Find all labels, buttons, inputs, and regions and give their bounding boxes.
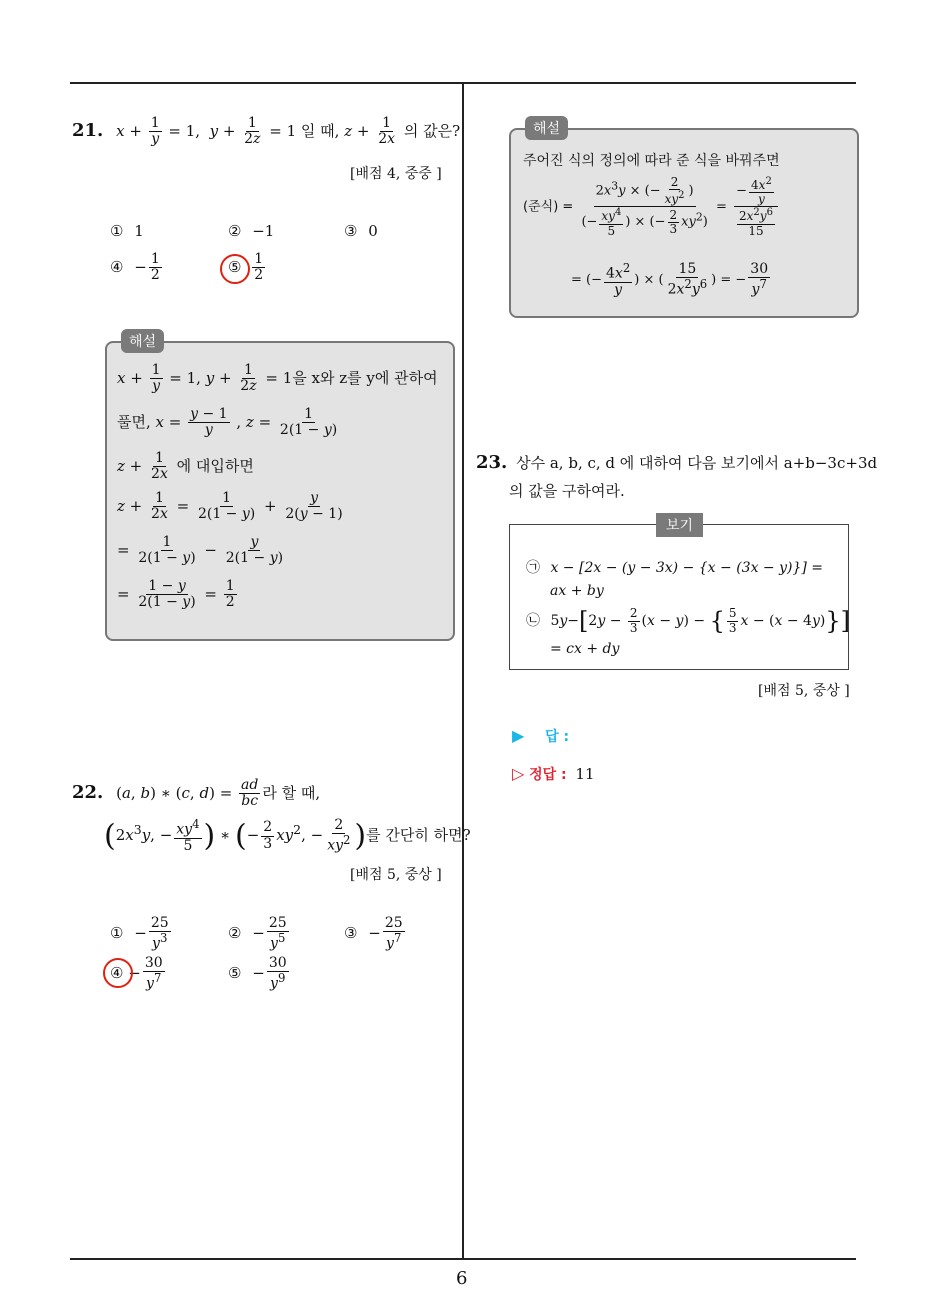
q22-choice-1[interactable]: ① − $\frac{25}{y^3}$ — [110, 915, 169, 953]
q22-formula1: (a, b) ∗ (c, d) = $\frac{ad}{bc}$ — [116, 777, 259, 810]
q21-choice-2[interactable] — [228, 222, 274, 240]
q22-solution-tag: 해설 — [525, 116, 568, 140]
q21-question: 의 값은? — [403, 121, 461, 140]
q21-sol-line2: 풀면, x = $\frac{y - 1}{y}$ , z = $\frac{1}{2(1 - y)}$ — [117, 406, 338, 439]
q22-sol-line2: = (− $\frac{4x^2}{y}$ ) × ( $\frac{15}{2x^2y^6}$ ) = − $\frac{30}{y^7}$ — [571, 261, 769, 299]
q21-solution-tag: 해설 — [121, 329, 164, 353]
q21-formula: x + $\frac{1}{y}$ = 1, y + $\frac{1}{2z}$ = 1 — [116, 115, 301, 148]
q21-choice-3[interactable] — [344, 222, 378, 240]
q22-stem-line1 — [72, 778, 320, 810]
text: 을 x와 z를 y에 관하여 — [292, 368, 438, 387]
q23-bogi-box — [509, 518, 850, 670]
q21-target: z + $\frac{1}{2x}$ — [344, 115, 396, 148]
choice-value: − — [252, 924, 265, 943]
bottom-rule — [70, 1258, 856, 1260]
choice-value: − — [368, 924, 381, 943]
q23-item1-line1 — [526, 557, 823, 577]
page-number: 6 — [456, 1268, 468, 1289]
q22-choice-5[interactable]: ⑤ − $\frac{30}{y^9}$ — [228, 955, 287, 993]
column-divider — [462, 84, 464, 1258]
q21-sol-line1: x + $\frac{1}{y}$ = 1, y + $\frac{1}{2z}$ = 1을 x와 z를 y에 관하여 — [117, 362, 438, 395]
q21-choice-1[interactable] — [110, 222, 144, 240]
q22-grade: [배점 5, 중상 ] — [350, 867, 442, 883]
q22-choice-4[interactable]: ④ − $\frac{30}{y^7}$ — [110, 955, 163, 993]
q23-number: 23. — [476, 452, 508, 473]
q23-item2-line2: = cx + dy — [550, 641, 620, 657]
q21-sol-line3: z + $\frac{1}{2x}$ 에 대입하면 — [117, 450, 254, 483]
play-arrow-icon: ▶ — [512, 726, 525, 745]
choice-mark: ② — [228, 222, 242, 240]
q23-item1-line2: ax + by — [550, 583, 604, 599]
choice-mark: ② — [228, 924, 242, 943]
choice-mark: ⑤ — [228, 257, 242, 276]
q22-sol-line1: (준식) = $2x^3y$ × (− $\frac{2}{xy^2}$ ) (− $\frac{xy^4}{5}$ ) × (− $\frac{2}{3}$ $xy^2$) = − $\frac{4x^2}{y}$ $\frac{2x^2y^6}{15}$ — [523, 176, 781, 238]
choice-value: 0 — [368, 222, 378, 240]
answer-label: 답 : — [545, 729, 570, 745]
text: 상수 a, b, c, d 에 대하여 다음 보기에서 a+b−3c+3d — [516, 454, 878, 472]
q22-choice-2[interactable]: ② − $\frac{25}{y^5}$ — [228, 915, 287, 953]
q21-choice-5[interactable]: ⑤ $\frac{1}{2}$ — [228, 251, 264, 284]
choice-value: − — [134, 924, 147, 943]
choice-value: − — [252, 964, 265, 983]
q23-correct-row — [512, 764, 595, 784]
choice-value: −1 — [252, 222, 275, 240]
q23-bogi-tag: 보기 — [656, 513, 703, 537]
text: 풀면, — [117, 412, 151, 431]
q21-choice-4[interactable]: ④ − $\frac{1}{2}$ — [110, 251, 160, 284]
correct-value: 11 — [575, 765, 595, 783]
text: x − [2x − (y − 3x) − {x − (3x − y)}] = — [550, 560, 824, 576]
item-mark: ㉡ — [526, 613, 540, 629]
q21-grade: [배점 4, 중중 ] — [350, 166, 442, 182]
choice-mark: ① — [110, 222, 124, 240]
q22-stem-line2: ($2x^3y$, − $\frac{xy^4}{5}$ ) ∗ (− $\frac{2}{3}$ $xy^2$, − $\frac{2}{xy^2}$ )를 간단히 하면? — [104, 817, 471, 855]
q22-choice-3[interactable]: ③ − $\frac{25}{y^7}$ — [344, 915, 403, 953]
choice-mark: ④ — [110, 257, 124, 276]
text: 에 대입하면 — [176, 456, 254, 475]
choice-mark: ④ — [110, 964, 124, 983]
q23-answer-row — [512, 726, 569, 746]
q21-sol-line4: z + $\frac{1}{2x}$ = $\frac{1}{2(1 - y)}$ + $\frac{y}{2(y - 1)}$ — [117, 490, 343, 523]
choice-mark: ③ — [344, 222, 358, 240]
text: (준식) = — [523, 199, 574, 215]
choice-value: − — [128, 964, 141, 983]
q22-sol-intro: 주어진 식의 정의에 따라 준 식을 바꿔주면 — [523, 153, 780, 169]
text: 라 할 때, — [262, 783, 321, 802]
q23-stem-line1 — [476, 452, 877, 473]
q21-selected-circle — [220, 254, 250, 284]
q23-grade: [배점 5, 중상 ] — [758, 683, 850, 699]
correct-label: 정답 : — [529, 767, 567, 783]
q22-selected-circle — [103, 958, 133, 988]
q21-condition: 일 때, — [300, 121, 340, 140]
q23-item2-line1: ㉡ 5y−[2y − $\frac{2}{3}$ (x − y) − { $\frac{5}{3}$ x − (x − 4y)}] — [526, 606, 850, 635]
choice-value: − — [134, 257, 147, 276]
q21-solution-box — [105, 334, 455, 641]
hollow-arrow-icon: ▷ — [512, 764, 525, 783]
choice-mark: ③ — [344, 924, 358, 943]
q22-number: 22. — [72, 781, 104, 803]
q23-stem-line2: 의 값을 구하여라. — [509, 482, 625, 500]
q21-number: 21. — [72, 119, 104, 141]
choice-mark: ① — [110, 924, 124, 943]
q21-stem — [72, 116, 460, 148]
q22-solution-box — [509, 121, 859, 318]
choice-value: 1 — [134, 222, 144, 240]
q21-sol-line6: = $\frac{1 - y}{2(1 - y)}$ = $\frac{1}{2}$ — [117, 578, 235, 611]
q21-sol-line5: = $\frac{1}{2(1 - y)}$ − $\frac{y}{2(1 - y)}$ — [117, 534, 284, 567]
text: 를 간단히 하면? — [366, 826, 471, 845]
item-mark: ㉠ — [526, 560, 540, 576]
choice-mark: ⑤ — [228, 964, 242, 983]
